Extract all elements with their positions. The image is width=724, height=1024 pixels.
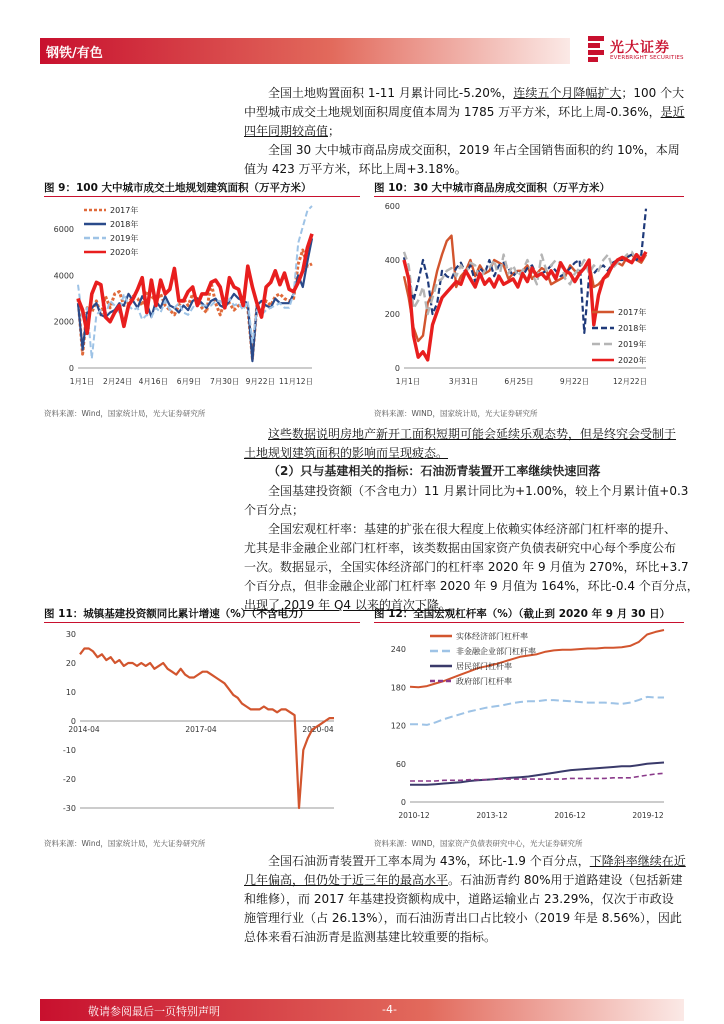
figure-rule: [44, 622, 360, 623]
legend-label: 实体经济部门杠杆率: [456, 632, 528, 641]
legend-label: 居民部门杠杆率: [456, 662, 512, 671]
legend-label: 非金融企业部门杠杆率: [456, 647, 536, 656]
text-underlined: 这些数据说明房地产新开工面积短期可能会延续乐观态势，但是终究会受制于: [268, 427, 677, 441]
paragraph-line: 总体来看石油沥青是监测基建比较重要的指标。: [244, 930, 497, 944]
x-tick-label: 2月24日: [103, 377, 133, 386]
figure-title: 图 12：全国宏观杠杆率（%）（截止到 2020 年 9 月 30 日）: [374, 608, 671, 620]
header-bar: [40, 38, 570, 64]
figure-rule: [374, 196, 684, 197]
y-tick-label: 240: [390, 645, 406, 655]
brand-logo-icon: [588, 36, 604, 64]
legend-label: 2020年: [618, 356, 647, 365]
paragraph-line: 全国 30 大中城市商品房成交面积，2019 年占全国销售面积的约 10%，本周: [268, 143, 680, 157]
x-tick-label: 7月30日: [210, 377, 240, 386]
y-tick-label: 10: [65, 688, 76, 697]
page-number: -4-: [382, 1003, 397, 1016]
figure-source: 资料来源：WIND，国家资产负债表研究中心，光大证券研究所: [374, 839, 583, 848]
legend-label: 政府部门杠杆率: [456, 677, 512, 686]
figure-title: 图 9：100 大中城市成交土地规划建筑面积（万平方米）: [44, 182, 312, 194]
figure-source: 资料来源：WIND，国家统计局，光大证券研究所: [374, 409, 538, 418]
paragraph-line: 一次。数据显示，全国实体经济部门的杠杆率 2020 年 9 月值为 270%，环比+3.7: [244, 560, 689, 574]
y-tick-label: 0: [394, 364, 400, 373]
y-tick-label: 200: [384, 310, 400, 319]
y-tick-label: 400: [384, 256, 400, 265]
x-tick-label: 9月22日: [245, 377, 275, 386]
paragraph-line: 施管理行业（占 26.13%），而石油沥青出口占比较小（2019 年是 8.56%），因此: [244, 911, 682, 925]
figure-title: 图 10：30 大中城市商品房成交面积（万平方米）: [374, 182, 611, 194]
y-tick-label: 20: [65, 659, 76, 668]
x-tick-label: 1月1日: [69, 377, 95, 386]
text: 。石油沥青约 80%用于道路建设（包括新建: [448, 873, 683, 887]
logo-subtext: EVERBRIGHT SECURITIES: [610, 55, 684, 61]
x-tick-label: 2017-04: [185, 725, 217, 734]
x-tick-label: 2019-12: [632, 811, 664, 820]
x-tick-label: 6月25日: [504, 377, 534, 386]
text: ；: [328, 124, 341, 138]
paragraph-line: 个百分点；: [244, 503, 305, 517]
figure-source: 资料来源：Wind，国家统计局，光大证券研究所: [44, 839, 206, 848]
section-tag: 钢铁/有色: [46, 46, 103, 61]
legend-label: 2017年: [110, 206, 139, 215]
text-underlined: 是近: [660, 105, 685, 119]
y-tick-label: 0: [68, 364, 74, 373]
footer-disclaimer: 敬请参阅最后一页特别声明: [88, 1005, 220, 1018]
x-tick-label: 2020-04: [302, 725, 334, 734]
y-tick-label: -20: [62, 775, 76, 784]
paragraph-line: [268, 852, 686, 871]
text-underlined: 出现了 2019 年 Q4 以来的首次下降。: [244, 598, 451, 612]
x-tick-label: 2014-04: [68, 725, 100, 734]
text-underlined: 几年偏高，但仍处于近三年的最高水平: [244, 873, 449, 887]
figure-title: 图 11：城镇基建投资额同比累计增速（%）（不含电力）: [44, 608, 310, 620]
text: 全国土地购置面积 1-11 月累计同比-5.20%，: [268, 86, 514, 100]
text: ；100 个大: [621, 86, 685, 100]
paragraph-line: 全国基建投资额（不含电力）11 月累计同比为+1.00%，较上个月累计值+0.3: [268, 484, 689, 498]
x-tick-label: 11月12日: [278, 377, 314, 386]
paragraph-line: [244, 103, 685, 122]
y-tick-label: 600: [384, 202, 400, 211]
logo-text: 光大证券: [610, 40, 670, 56]
paragraph-line: [244, 871, 683, 890]
y-tick-label: 0: [70, 717, 76, 726]
text: 中型城市成交土地规划面积周度值本周为 1785 万平方米，环比上周-0.36%，: [244, 105, 661, 119]
x-tick-label: 1月1日: [395, 377, 421, 386]
legend-label: 2018年: [618, 324, 647, 333]
y-tick-label: 4000: [53, 271, 74, 281]
legend-label: 2019年: [618, 340, 647, 349]
legend-label: 2017年: [618, 308, 647, 317]
x-tick-label: 4月16日: [138, 377, 168, 386]
text-underlined: 土地规划建筑面积的影响而呈现疲态。: [244, 446, 449, 460]
paragraph-line: [268, 425, 676, 444]
y-tick-label: 60: [395, 759, 406, 769]
y-tick-label: -10: [62, 746, 76, 755]
series-line: [410, 630, 664, 687]
paragraph-line: [244, 122, 340, 141]
paragraph-line: 个百分点，但非金融企业部门杠杆率 2020 年 9 月值为 164%，环比-0.4 个百分点，: [244, 579, 699, 593]
y-tick-label: 30: [65, 630, 76, 639]
paragraph-line: 和维修），而 2017 年基建投资额构成中，道路运输业占 23.29%，仅次于市政设: [244, 892, 674, 906]
paragraph-line: 尤其是非金融企业部门杠杆率，该类数据由国家资产负债表研究中心每个季度公布: [244, 541, 677, 555]
x-tick-label: 6月9日: [176, 377, 202, 386]
text-underlined: 下降斜率继续在近: [589, 854, 686, 868]
legend-label: 2019年: [110, 234, 139, 243]
text-underlined: 连续五个月降幅扩大: [513, 86, 622, 100]
brand-logo: [588, 36, 688, 66]
x-tick-label: 9月22日: [559, 377, 590, 386]
y-tick-label: 6000: [53, 225, 74, 235]
chart-land-area: [44, 198, 360, 398]
series-line: [410, 697, 664, 725]
legend-label: 2020年: [110, 248, 139, 257]
chart-housing-sales: [374, 198, 684, 398]
chart-macro-leverage: [374, 624, 684, 828]
text: 全国石油沥青装置开工率本周为 43%，环比-1.9 个百分点，: [268, 854, 590, 868]
x-tick-label: 12月22日: [612, 377, 648, 386]
section-heading: （2）只与基建相关的指标：石油沥青装置开工率继续快速回落: [268, 464, 601, 478]
x-tick-label: 2016-12: [554, 811, 586, 820]
figure-rule: [44, 196, 360, 197]
x-tick-label: 2013-12: [476, 811, 508, 820]
paragraph-line: [244, 444, 448, 463]
y-tick-label: 0: [400, 798, 406, 807]
x-tick-label: 3月31日: [448, 377, 479, 386]
paragraph-line: 值为 423 万平方米，环比上周+3.18%。: [244, 162, 467, 176]
paragraph-line: [268, 84, 684, 103]
figure-rule: [374, 622, 684, 623]
y-tick-label: -30: [62, 804, 76, 813]
chart-infra-investment: [44, 624, 360, 828]
y-tick-label: 2000: [53, 317, 74, 327]
series-line: [410, 763, 664, 785]
x-tick-label: 2010-12: [398, 811, 430, 820]
y-tick-label: 180: [390, 683, 406, 693]
text-underlined: 四年同期较高值: [244, 124, 329, 138]
figure-source: 资料来源：Wind，国家统计局，光大证券研究所: [44, 409, 206, 418]
paragraph-line: 全国宏观杠杆率：基建的扩张在很大程度上依赖实体经济部门杠杆率的提升、: [268, 522, 677, 536]
legend-label: 2018年: [110, 220, 139, 229]
y-tick-label: 120: [390, 721, 406, 731]
